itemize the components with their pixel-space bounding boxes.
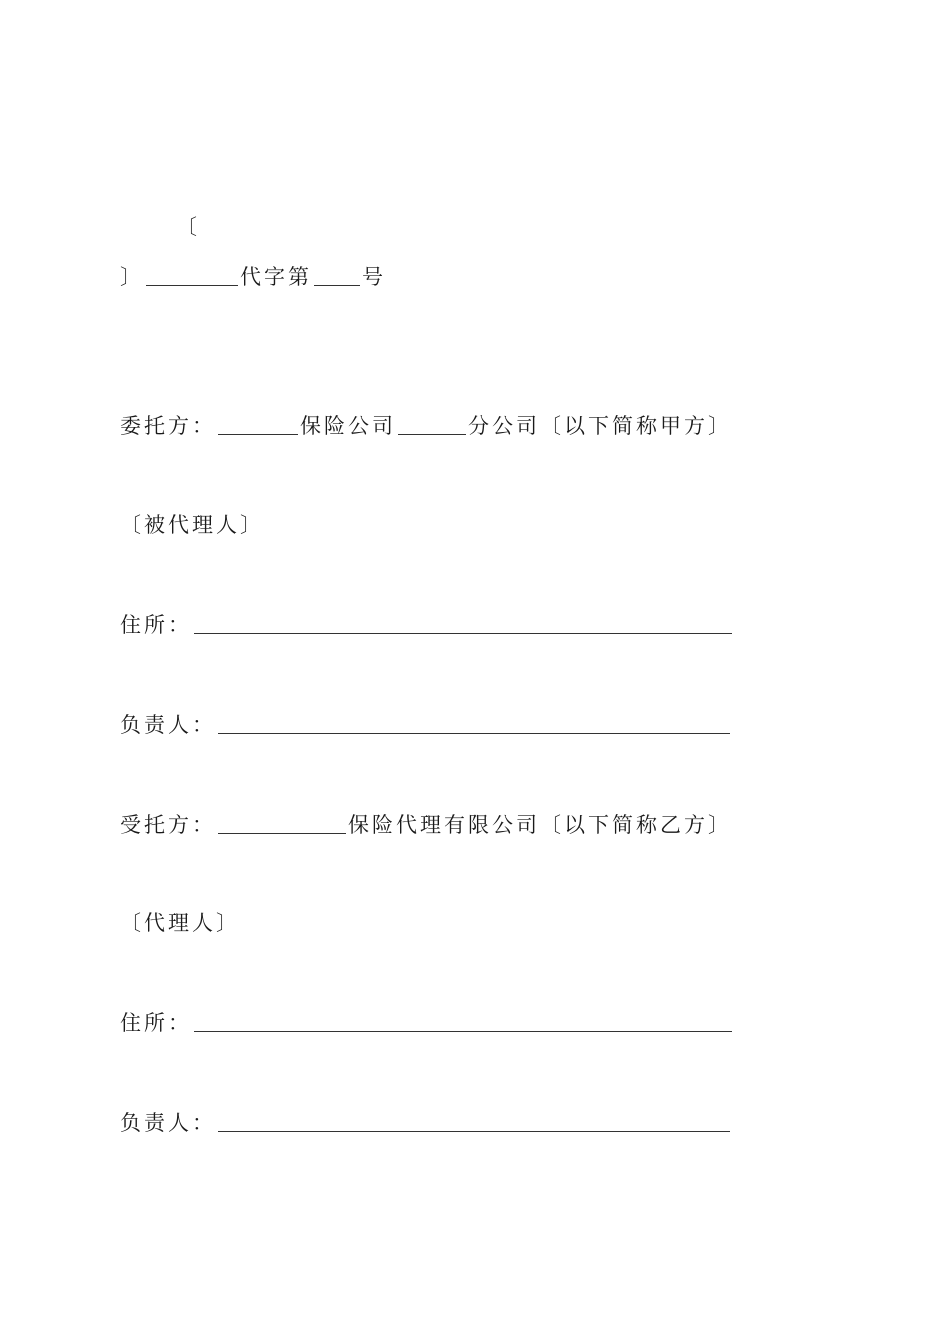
principal-address-label: 住所： bbox=[120, 613, 192, 637]
agent-address-blank[interactable] bbox=[194, 1009, 732, 1032]
agent-person-line bbox=[120, 1108, 732, 1138]
agency-code-blank[interactable] bbox=[146, 263, 238, 286]
principal-branch-suffix: 分公司〔以下简称甲方〕 bbox=[468, 414, 732, 438]
principal-label: 委托方： bbox=[120, 414, 216, 438]
agent-company-blank[interactable] bbox=[218, 811, 346, 834]
close-paren: 〕 bbox=[120, 265, 144, 289]
principal-line bbox=[120, 411, 732, 441]
principal-role: 〔被代理人〕 bbox=[120, 513, 264, 537]
agent-person-blank[interactable] bbox=[218, 1109, 730, 1132]
principal-company-blank[interactable] bbox=[218, 412, 298, 435]
dai-zi-di-text: 代字第 bbox=[240, 265, 312, 289]
agent-line bbox=[120, 810, 732, 840]
principal-person-line bbox=[120, 710, 732, 740]
open-paren: 〔 bbox=[176, 215, 197, 239]
principal-person-label: 负责人： bbox=[120, 713, 216, 737]
number-blank[interactable] bbox=[314, 263, 360, 286]
hao-text: 号 bbox=[362, 265, 386, 289]
agent-role: 〔代理人〕 bbox=[120, 911, 240, 935]
agent-address-label: 住所： bbox=[120, 1011, 192, 1035]
principal-company-suffix: 保险公司 bbox=[300, 414, 396, 438]
agent-company-suffix: 保险代理有限公司〔以下简称乙方〕 bbox=[348, 813, 732, 837]
principal-person-blank[interactable] bbox=[218, 711, 730, 734]
principal-address-blank[interactable] bbox=[194, 611, 732, 634]
agent-label: 受托方： bbox=[120, 813, 216, 837]
principal-address-line bbox=[120, 610, 734, 640]
agent-address-line bbox=[120, 1008, 734, 1038]
principal-branch-blank[interactable] bbox=[398, 412, 466, 435]
agent-person-label: 负责人： bbox=[120, 1111, 216, 1135]
contract-number-line bbox=[120, 262, 386, 292]
